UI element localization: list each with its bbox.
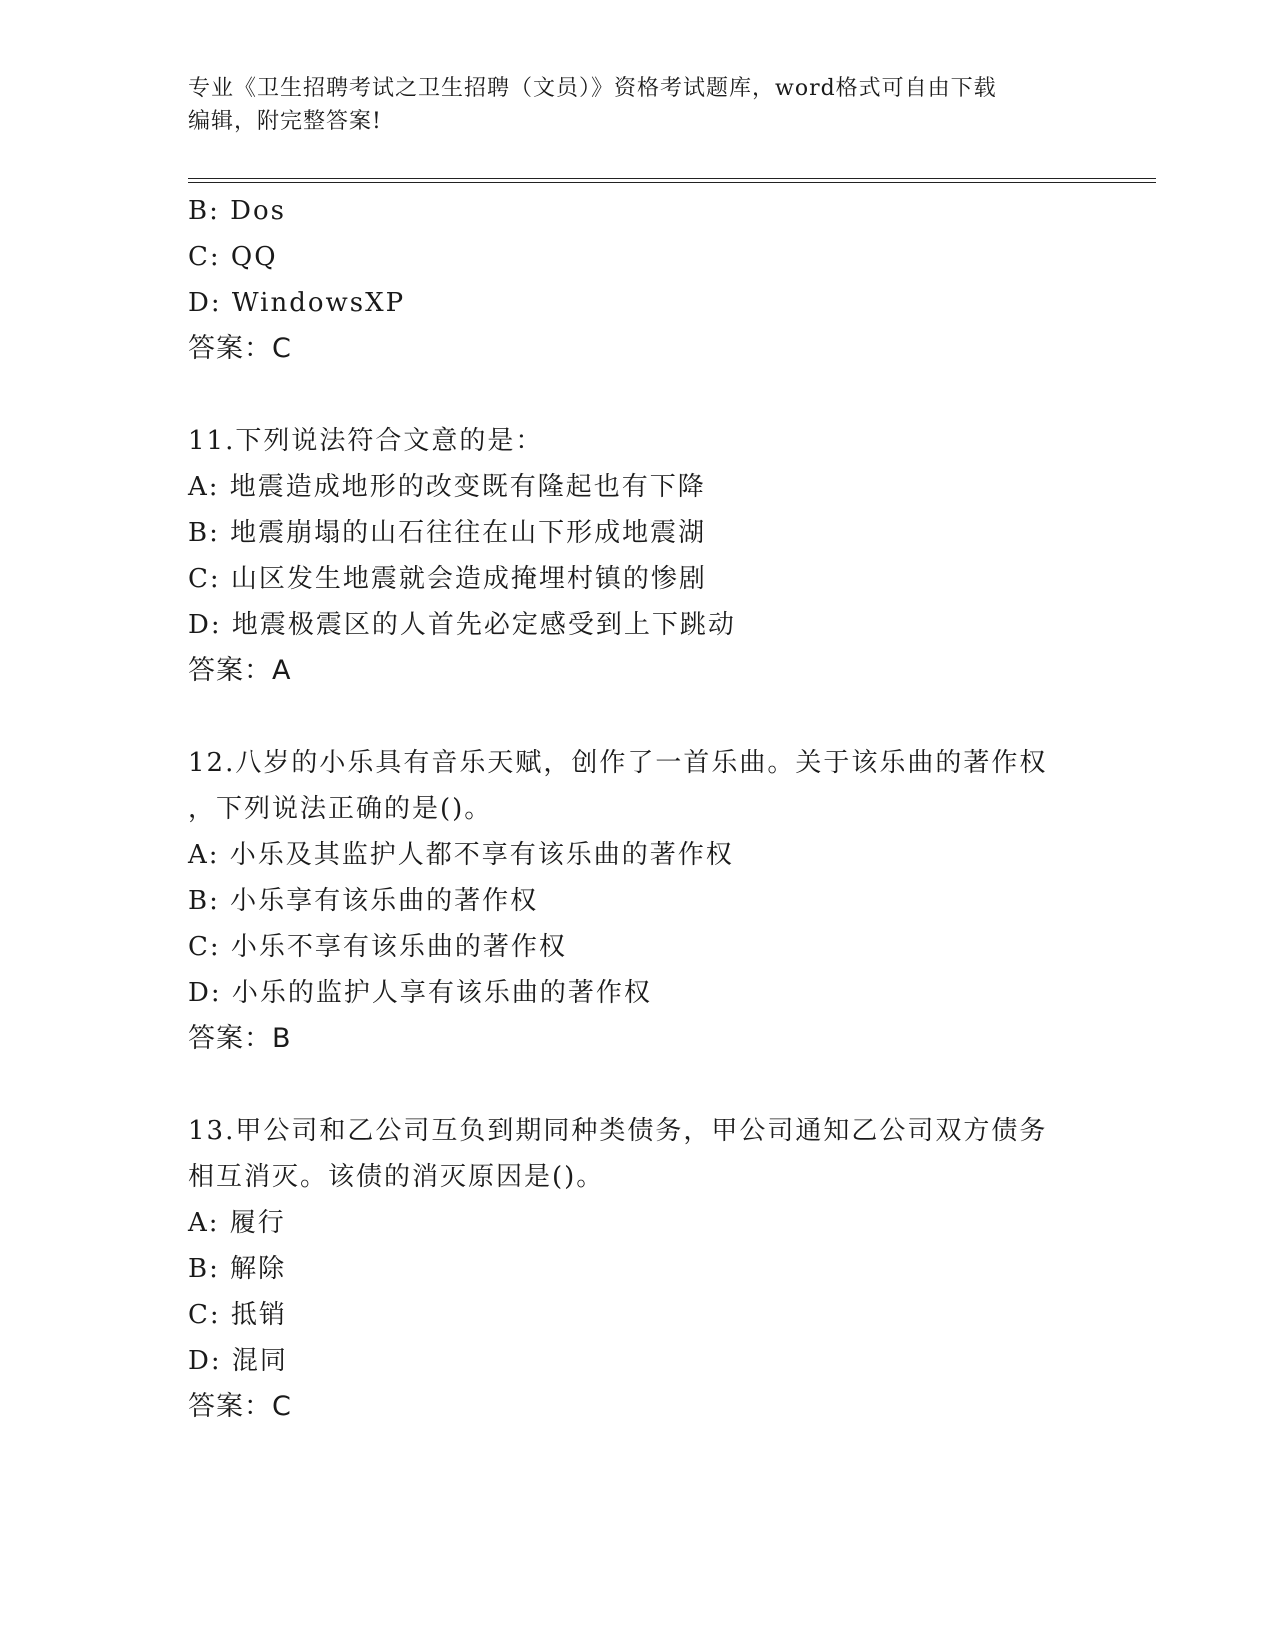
question-11	[188, 418, 1088, 694]
header-divider	[188, 178, 1156, 183]
option-a: A: 地震造成地形的改变既有隆起也有下降	[188, 472, 706, 502]
option-b: B: 小乐享有该乐曲的著作权	[188, 886, 539, 916]
question-list	[188, 188, 1088, 1430]
option-d: D: 地震极震区的人首先必定感受到上下跳动	[188, 610, 736, 640]
question-spacer	[188, 372, 1088, 418]
option-c: C: 小乐不享有该乐曲的著作权	[188, 932, 567, 962]
option-c: C: 抵销	[188, 1300, 287, 1330]
option-b: B: Dos	[188, 196, 286, 226]
answer-line: 答案：A	[188, 655, 292, 686]
question-stem-line-2: 相互消灭。该债的消灭原因是()。	[188, 1162, 605, 1192]
question-spacer	[188, 1062, 1088, 1108]
question-stem-line-1: 12.八岁的小乐具有音乐天赋，创作了一首乐曲。关于该乐曲的著作权	[188, 748, 1048, 778]
option-b: B: 地震崩塌的山石往往在山下形成地震湖	[188, 518, 707, 548]
header-line-1: 专业《卫生招聘考试之卫生招聘（文员）》资格考试题库，word格式可自由下载	[188, 76, 997, 101]
option-c: C: 山区发生地震就会造成掩埋村镇的惨剧	[188, 564, 707, 594]
option-c: C: QQ	[188, 242, 278, 272]
question-stem: 11.下列说法符合文意的是：	[188, 426, 544, 456]
question-stem-line-1: 13.甲公司和乙公司互负到期同种类债务，甲公司通知乙公司双方债务	[188, 1116, 1048, 1146]
answer-line: 答案：C	[188, 333, 292, 364]
question-13	[188, 1108, 1088, 1430]
question-spacer	[188, 694, 1088, 740]
option-d: D: 混同	[188, 1346, 288, 1376]
question-12	[188, 740, 1088, 1062]
option-d: D: 小乐的监护人享有该乐曲的著作权	[188, 978, 652, 1008]
option-b: B: 解除	[188, 1254, 287, 1284]
option-d: D: WindowsXP	[188, 288, 406, 318]
question-10-tail	[188, 188, 1088, 372]
option-a: A: 履行	[188, 1208, 286, 1238]
answer-line: 答案：C	[188, 1391, 292, 1422]
answer-line: 答案：B	[188, 1023, 292, 1054]
question-stem-line-2: ，下列说法正确的是()。	[188, 794, 493, 824]
header-line-2: 编辑，附完整答案!	[188, 109, 382, 134]
option-a: A: 小乐及其监护人都不享有该乐曲的著作权	[188, 840, 734, 870]
document-header	[188, 72, 1068, 138]
